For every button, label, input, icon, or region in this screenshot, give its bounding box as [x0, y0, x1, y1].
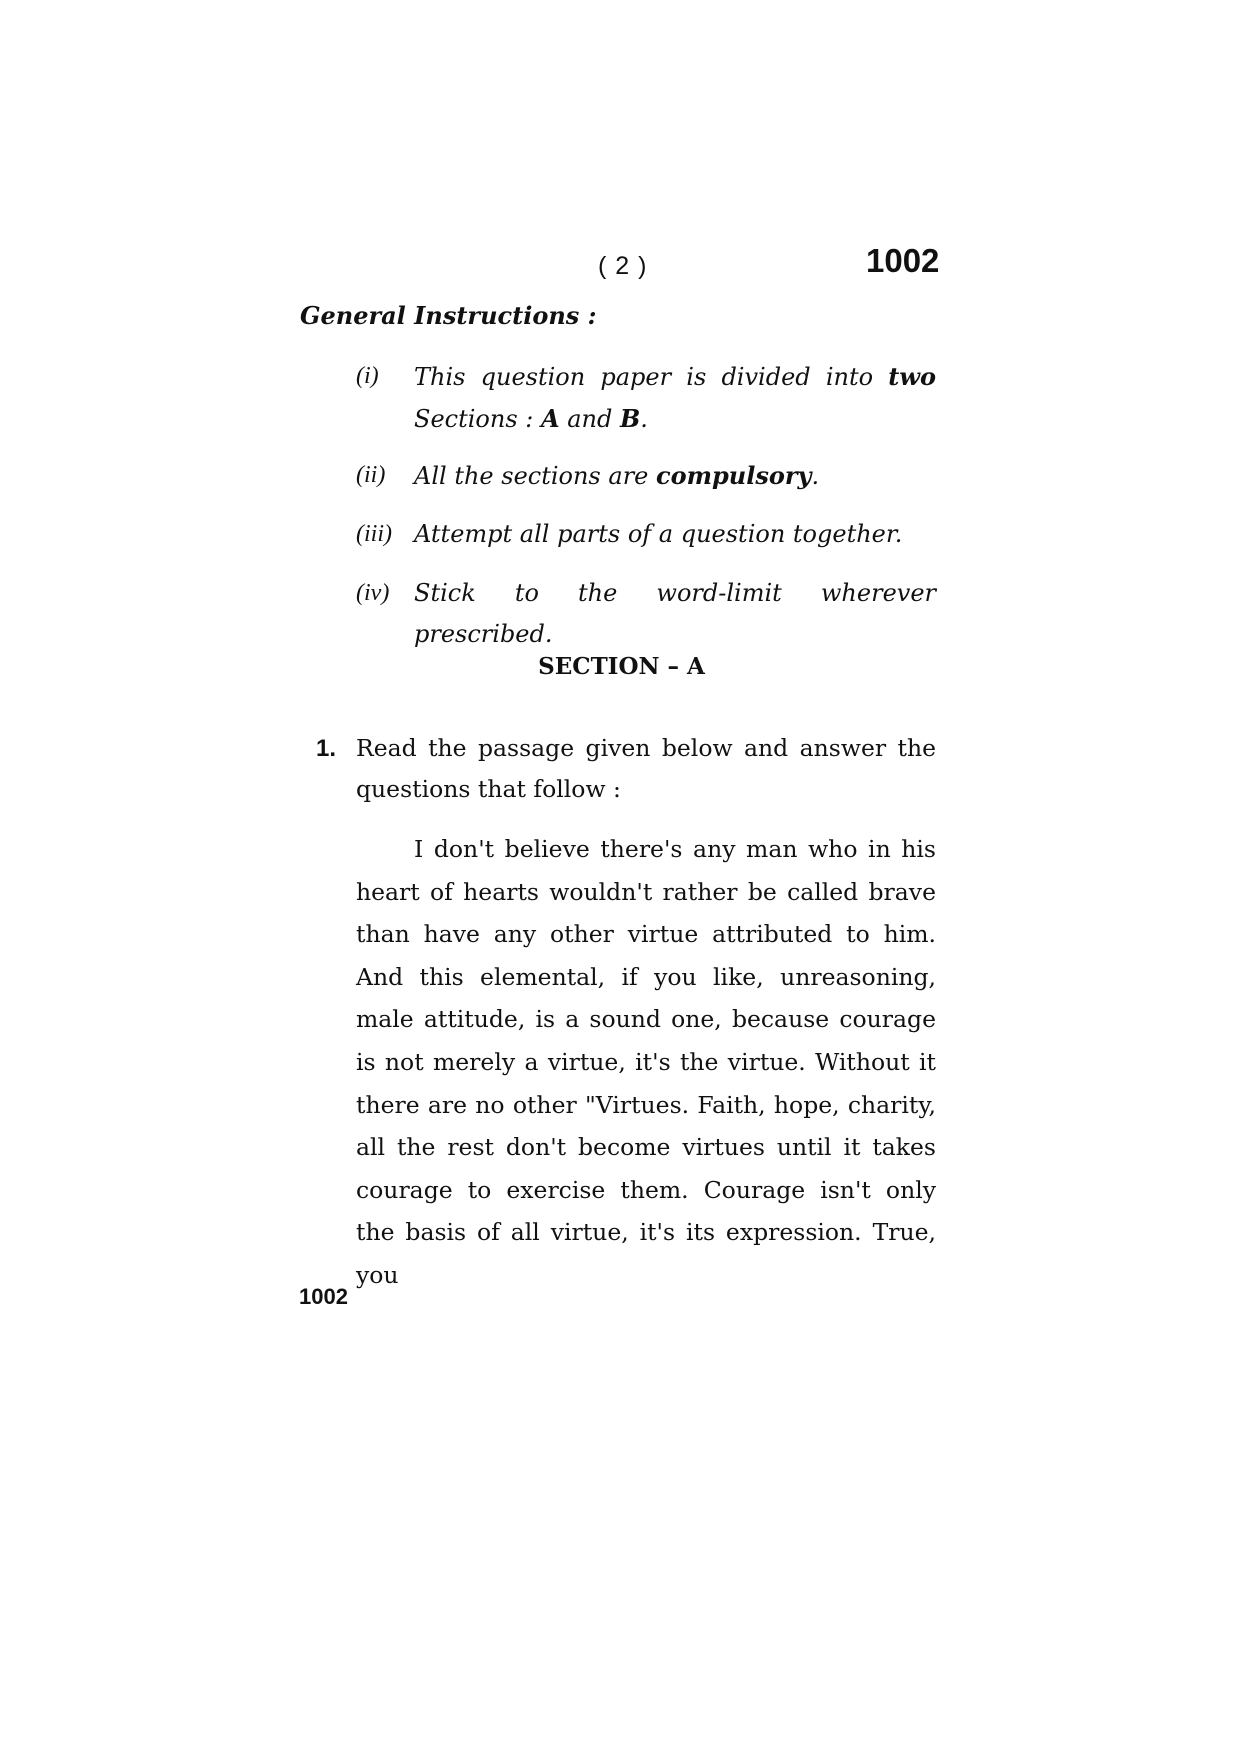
instruction-number: (ii): [356, 462, 386, 488]
instruction-item: [356, 573, 936, 655]
paper-code-top: 1002: [866, 242, 940, 279]
question-prompt: Read the passage given below and answer the questions that follow :: [356, 734, 936, 803]
general-instructions-heading: General Instructions :: [300, 301, 597, 330]
question-number: 1.: [316, 735, 337, 762]
page-number: ( 2 ): [598, 252, 648, 280]
question-1: [316, 728, 936, 810]
instruction-number: (iii): [356, 521, 392, 547]
instruction-text: Attempt all parts of a question together.: [414, 520, 903, 548]
instruction-number: (iv): [356, 580, 390, 606]
instruction-text: All the sections are compulsory.: [414, 461, 820, 490]
instruction-item: [356, 455, 936, 497]
reading-passage: I don't believe there's any man who in his heart of hearts wouldn't rather be called brave than have any other virtue attributed to him. And this elemental, if you like, unreasoning, male attitude, is a sound one, because courage is not merely a virtue, it's the virtue. Without it there are no other "Virtues. Faith, hope, charity, all the rest don't become virtues until it takes courage to exercise them. Courage isn't only the basis of all virtue, it's its expression. True, you: [356, 835, 936, 1289]
section-a-heading: SECTION – A: [538, 653, 705, 680]
instruction-text: This question paper is divided into two Sections : A and B.: [414, 362, 936, 433]
instruction-item: [356, 356, 936, 440]
instruction-text: Stick to the word-limit wherever prescribed.: [414, 579, 936, 648]
instruction-number: (i): [356, 363, 379, 389]
paper-code-footer: 1002: [299, 1284, 348, 1309]
instruction-item: [356, 514, 936, 555]
